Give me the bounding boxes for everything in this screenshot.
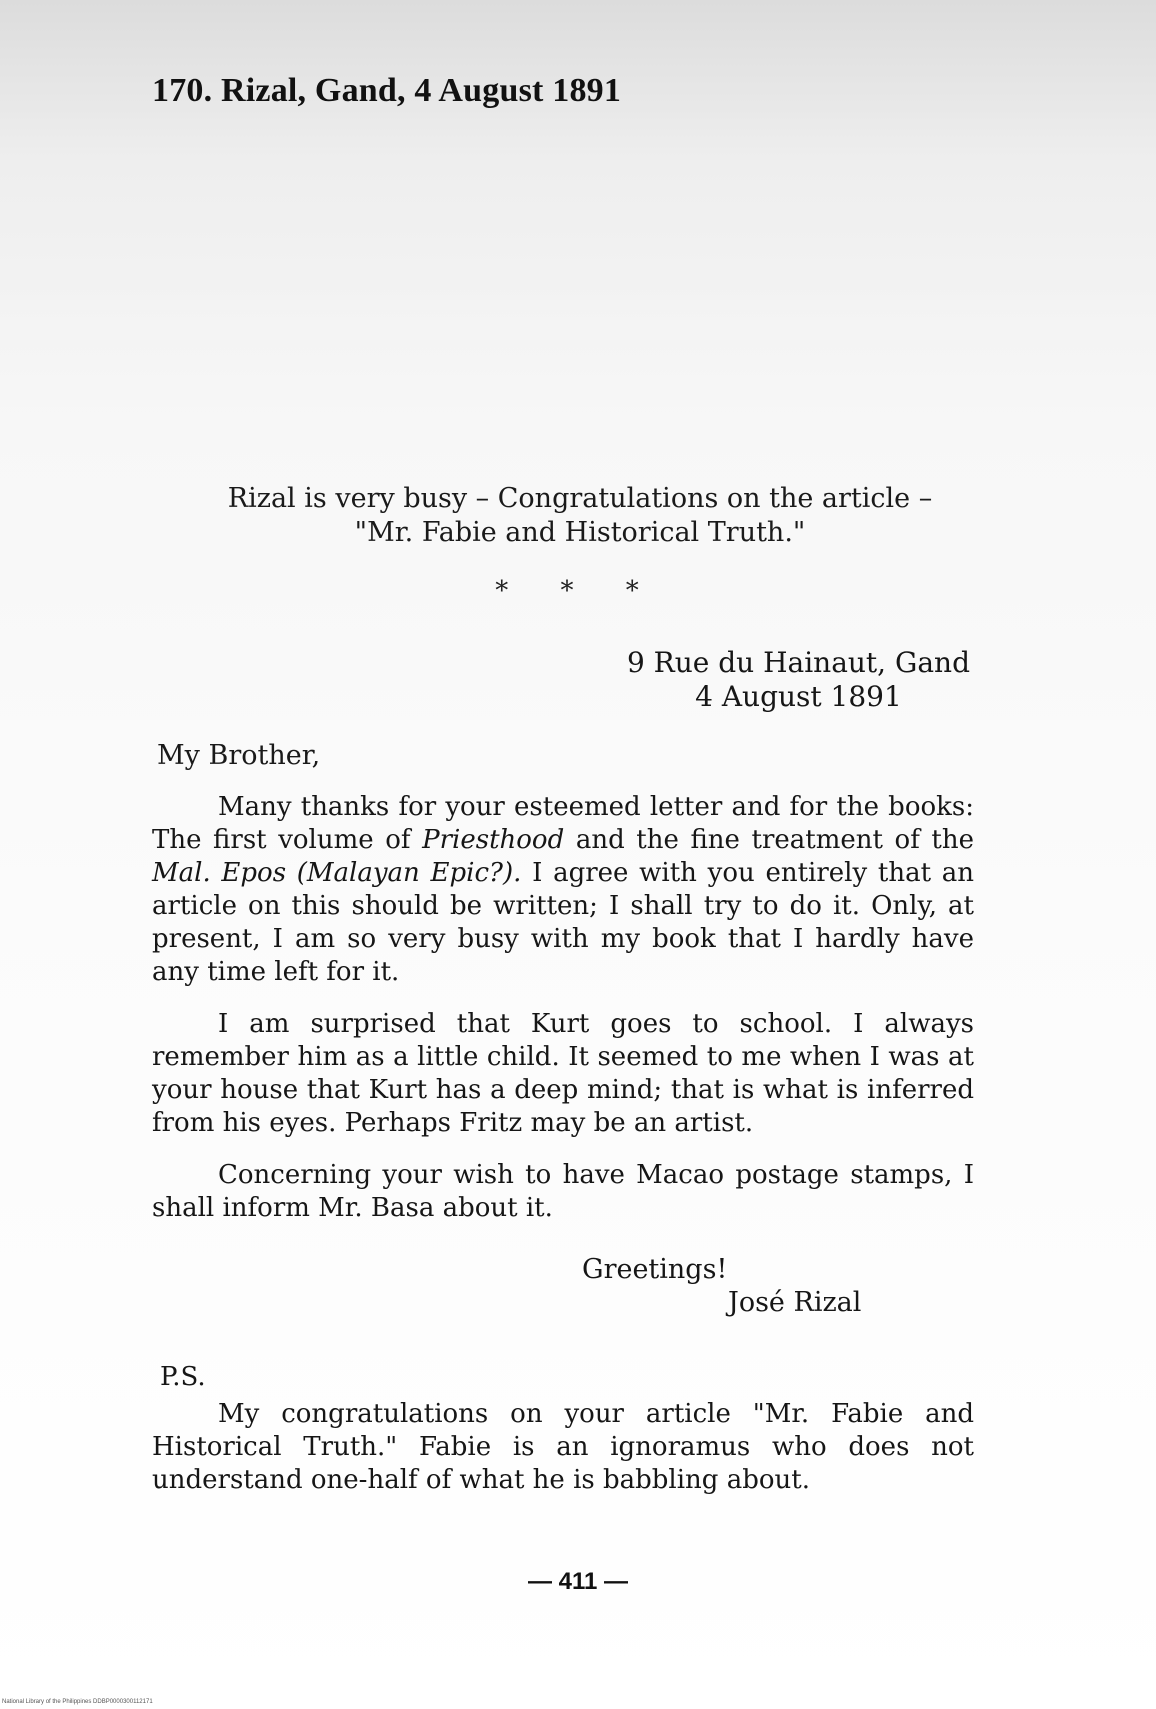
closing: Greetings! bbox=[582, 1254, 728, 1285]
page-number: — 411 — bbox=[527, 1568, 629, 1595]
summary-line-1: Rizal is very busy – Congratulations on the article – bbox=[227, 483, 933, 514]
letter-summary bbox=[150, 482, 1010, 550]
address-date: 4 August 1891 bbox=[695, 680, 902, 713]
paragraph-1-text-c: I agree with you entirely that an article on this should be written; I shall try to do it. Only, at present, I am so very busy with my book that I hardly have any time left for it. bbox=[152, 858, 974, 987]
section-separator: * * * bbox=[495, 576, 661, 606]
body-paragraph-2: I am surprised that Kurt goes to school. I always remember him as a little child. It seemed to me when I was at your house that Kurt has a deep mind; that is what is inferred from his eyes. Perhaps Fritz may be an artist. bbox=[152, 1009, 974, 1138]
book-title-priesthood: Priesthood bbox=[422, 825, 565, 855]
address-street: 9 Rue du Hainaut, Gand bbox=[626, 646, 970, 679]
salutation: My Brother, bbox=[157, 740, 321, 771]
paragraph-1-text-a: Many thanks for your esteemed letter and for the books: The first volume of bbox=[152, 792, 974, 855]
summary-line-2: "Mr. Fabie and Historical Truth." bbox=[354, 517, 806, 548]
body-paragraph-1 bbox=[152, 791, 974, 989]
archive-footer-note: National Library of the Philippines DDBP0000300112171 bbox=[2, 1699, 153, 1705]
letter-title: 170. Rizal, Gand, 4 August 1891 bbox=[152, 72, 622, 109]
sender-address bbox=[627, 646, 970, 714]
body-paragraph-3: Concerning your wish to have Macao postage stamps, I shall inform Mr. Basa about it. bbox=[152, 1160, 974, 1223]
signature: José Rizal bbox=[728, 1287, 862, 1318]
book-title-mal-epos: Mal. Epos (Malayan Epic?). bbox=[152, 858, 522, 888]
postscript-label: P.S. bbox=[160, 1362, 206, 1392]
postscript-text: My congratulations on your article "Mr. Fabie and Historical Truth." Fabie is an ignoramus who does not understand one-half of what he is babbling about. bbox=[152, 1399, 974, 1495]
paragraph-1-text-b: and the fine treatment of the bbox=[564, 825, 974, 855]
